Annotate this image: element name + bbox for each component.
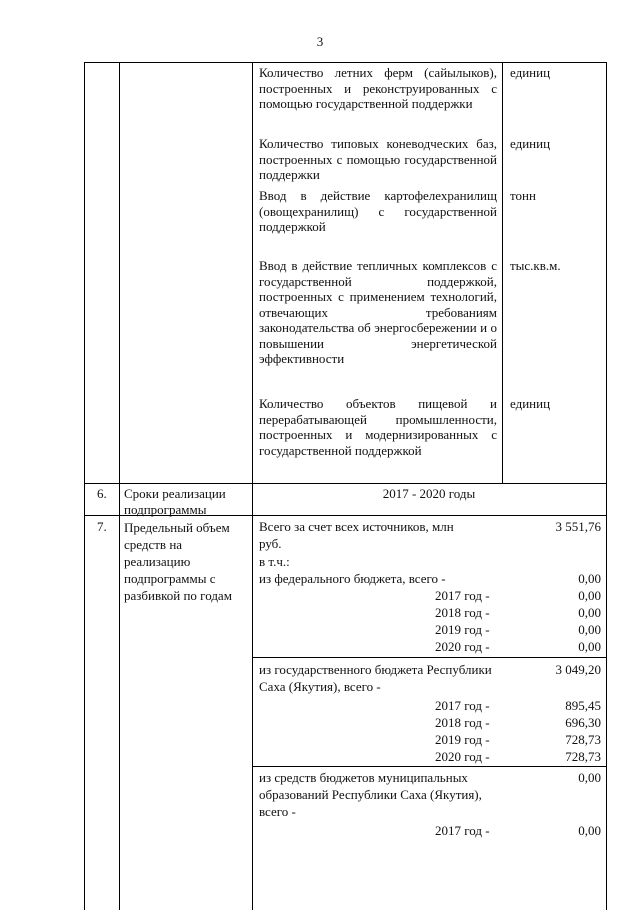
federal-year-row xyxy=(259,587,601,604)
state-funding xyxy=(259,661,601,695)
row-number: 7. xyxy=(97,519,107,534)
municipal-funding xyxy=(259,769,601,820)
funding-incl-label: в т.ч.: xyxy=(259,554,290,569)
state-funding-label: из государственного бюджета Республики Саха (Якутия), всего - xyxy=(259,662,492,694)
row-divider xyxy=(252,766,607,767)
indicator-unit: тыс.кв.м. xyxy=(510,258,561,273)
year-label: 2018 год - xyxy=(435,715,490,730)
federal-year-row xyxy=(259,621,601,638)
column-divider-unit xyxy=(502,62,503,483)
year-label: 2017 год - xyxy=(435,823,490,838)
indicator-text: Ввод в действие картофелехранилищ (овощехранилищ) с государственной поддержкой xyxy=(259,188,497,234)
year-value: 0,00 xyxy=(578,622,601,637)
row-title: Сроки реализации подпрограммы xyxy=(124,486,226,517)
year-value: 895,45 xyxy=(565,698,601,713)
implementation-period: 2017 - 2020 годы xyxy=(382,486,476,501)
indicator-text: Ввод в действие тепличных комплексов с государственной поддержкой, построенных с применением технологий, отвечающих требованиям законодательства об энергосбережении и о повышении энергетической эффективности xyxy=(259,258,497,366)
year-value: 696,30 xyxy=(565,715,601,730)
table-border-right xyxy=(606,62,607,910)
indicator-unit: единиц xyxy=(510,136,551,151)
indicator-text: Количество объектов пищевой и перерабатывающей промышленности, построенных и модернизированных с государственной поддержкой xyxy=(259,396,497,458)
municipal-year-row xyxy=(259,822,601,839)
year-label: 2019 год - xyxy=(435,732,490,747)
year-label: 2019 год - xyxy=(435,622,490,637)
year-value: 0,00 xyxy=(578,639,601,654)
page-number: 3 xyxy=(316,34,324,49)
table-border-left xyxy=(84,62,85,910)
state-year-row xyxy=(259,731,601,748)
federal-funding-label: из федерального бюджета, всего - xyxy=(259,571,446,586)
row-divider xyxy=(252,657,607,658)
state-year-row xyxy=(259,748,601,765)
passport-table xyxy=(84,62,607,910)
year-label: 2017 год - xyxy=(435,588,490,603)
indicator-unit: тонн xyxy=(510,188,536,203)
year-value: 728,73 xyxy=(565,732,601,747)
table-border-top xyxy=(84,62,607,63)
municipal-funding-label: из средств бюджетов муниципальных образований Республики Саха (Якутия), всего - xyxy=(259,770,482,819)
funding-total-value: 3 551,76 xyxy=(555,519,601,534)
indicator-text: Количество летних ферм (сайылыков), построенных и реконструированных с помощью государственной поддержки xyxy=(259,65,497,111)
state-year-row xyxy=(259,714,601,731)
indicator-text: Количество типовых коневодческих баз, построенных с помощью государственной поддержки xyxy=(259,136,497,182)
column-divider-num xyxy=(119,62,120,910)
state-year-row xyxy=(259,697,601,714)
year-label: 2017 год - xyxy=(435,698,490,713)
federal-year-row xyxy=(259,638,601,655)
state-funding-value: 3 049,20 xyxy=(555,662,601,677)
year-value: 0,00 xyxy=(578,823,601,838)
year-label: 2020 год - xyxy=(435,749,490,764)
year-value: 0,00 xyxy=(578,605,601,620)
year-value: 0,00 xyxy=(578,588,601,603)
municipal-funding-value: 0,00 xyxy=(578,770,601,785)
indicator-unit: единиц xyxy=(510,65,551,80)
row-title: Предельный объем средств на реализацию подпрограммы с разбивкой по годам xyxy=(124,520,232,603)
indicator-unit: единиц xyxy=(510,396,551,411)
federal-year-row xyxy=(259,604,601,621)
year-value: 728,73 xyxy=(565,749,601,764)
year-label: 2018 год - xyxy=(435,605,490,620)
federal-funding-value: 0,00 xyxy=(578,571,601,586)
row-number: 6. xyxy=(97,486,107,501)
funding-total-label: Всего за счет всех источников, млн руб. xyxy=(259,519,454,551)
federal-funding xyxy=(259,570,601,587)
year-label: 2020 год - xyxy=(435,639,490,654)
row-divider xyxy=(84,483,607,484)
